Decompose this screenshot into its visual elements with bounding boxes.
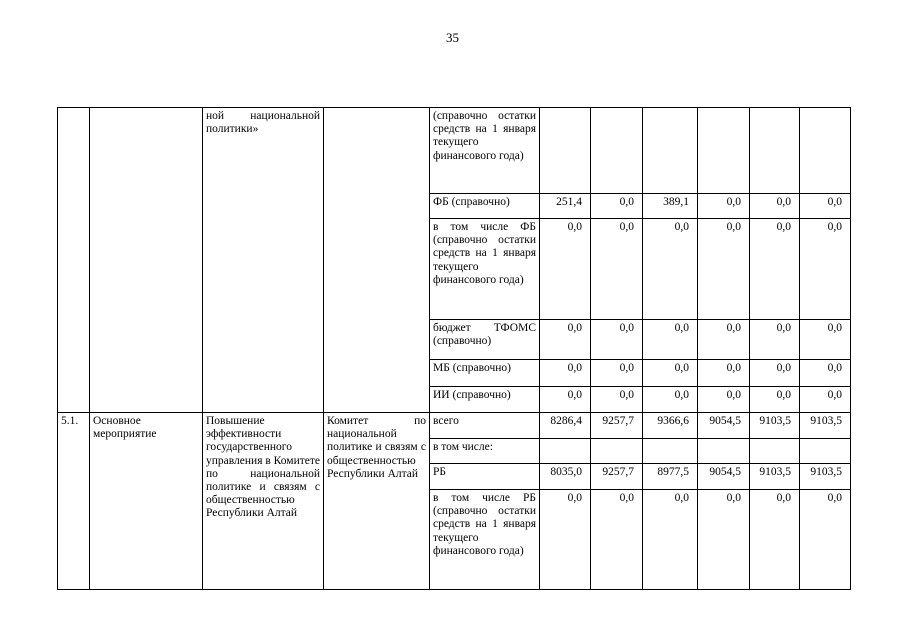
value-cell: 0,0 bbox=[643, 219, 698, 320]
funding-source-cell: ИИ (справочно) bbox=[430, 387, 540, 413]
value-cell: 0,0 bbox=[591, 387, 643, 413]
value-cell: 251,4 bbox=[540, 194, 591, 219]
value-cell: 9257,7 bbox=[591, 464, 643, 490]
value-cell: 0,0 bbox=[800, 194, 851, 219]
row-type-cell: Основное мероприятие bbox=[90, 413, 203, 590]
value-cell: 0,0 bbox=[750, 360, 800, 387]
value-cell bbox=[540, 439, 591, 464]
activity-name-cell: ной национальной политики» bbox=[203, 108, 324, 413]
funding-source-cell: бюджет ТФОМС (справочно) bbox=[430, 320, 540, 360]
value-cell: 0,0 bbox=[591, 194, 643, 219]
value-cell bbox=[698, 439, 750, 464]
value-cell: 0,0 bbox=[800, 360, 851, 387]
value-cell: 0,0 bbox=[800, 490, 851, 590]
value-cell bbox=[540, 108, 591, 194]
value-cell bbox=[591, 439, 643, 464]
value-cell: 9103,5 bbox=[750, 413, 800, 439]
value-cell: 0,0 bbox=[643, 320, 698, 360]
value-cell: 0,0 bbox=[800, 387, 851, 413]
value-cell: 0,0 bbox=[540, 219, 591, 320]
funding-source-cell: всего bbox=[430, 413, 540, 439]
funding-source-cell: ФБ (справочно) bbox=[430, 194, 540, 219]
value-cell bbox=[643, 108, 698, 194]
value-cell: 8035,0 bbox=[540, 464, 591, 490]
value-cell: 0,0 bbox=[540, 360, 591, 387]
value-cell: 0,0 bbox=[540, 490, 591, 590]
value-cell: 0,0 bbox=[698, 320, 750, 360]
value-cell: 0,0 bbox=[698, 490, 750, 590]
value-cell: 0,0 bbox=[750, 490, 800, 590]
value-cell: 0,0 bbox=[800, 219, 851, 320]
value-cell: 0,0 bbox=[750, 194, 800, 219]
value-cell: 9054,5 bbox=[698, 413, 750, 439]
value-cell: 0,0 bbox=[800, 320, 851, 360]
value-cell: 8286,4 bbox=[540, 413, 591, 439]
row-type-cell bbox=[90, 108, 203, 413]
value-cell: 0,0 bbox=[750, 387, 800, 413]
table-row bbox=[58, 108, 851, 194]
value-cell: 0,0 bbox=[750, 320, 800, 360]
value-cell bbox=[591, 108, 643, 194]
value-cell bbox=[800, 439, 851, 464]
funding-source-cell: в том числе ФБ (справочно остатки средств на 1 января текущего финансового года) bbox=[430, 219, 540, 320]
value-cell: 389,1 bbox=[643, 194, 698, 219]
value-cell bbox=[643, 439, 698, 464]
value-cell: 0,0 bbox=[591, 219, 643, 320]
value-cell: 0,0 bbox=[540, 387, 591, 413]
value-cell: 0,0 bbox=[698, 194, 750, 219]
value-cell: 0,0 bbox=[591, 490, 643, 590]
value-cell bbox=[750, 108, 800, 194]
funding-source-cell: МБ (справочно) bbox=[430, 360, 540, 387]
value-cell: 9257,7 bbox=[591, 413, 643, 439]
row-number-cell: 5.1. bbox=[58, 413, 90, 590]
value-cell: 0,0 bbox=[643, 387, 698, 413]
value-cell: 0,0 bbox=[698, 219, 750, 320]
value-cell: 9103,5 bbox=[800, 464, 851, 490]
value-cell bbox=[800, 108, 851, 194]
funding-source-cell: РБ bbox=[430, 464, 540, 490]
budget-table bbox=[57, 107, 851, 590]
executor-cell bbox=[324, 108, 430, 413]
value-cell: 0,0 bbox=[750, 219, 800, 320]
executor-cell: Комитет по национальной политике и связям с общественностью Республики Алтай bbox=[324, 413, 430, 590]
funding-source-cell: в том числе: bbox=[430, 439, 540, 464]
table-row bbox=[58, 413, 851, 439]
funding-source-cell: (справочно остатки средств на 1 января текущего финансового года) bbox=[430, 108, 540, 194]
value-cell: 0,0 bbox=[591, 320, 643, 360]
page-number: 35 bbox=[446, 30, 459, 45]
value-cell: 9103,5 bbox=[800, 413, 851, 439]
value-cell: 8977,5 bbox=[643, 464, 698, 490]
value-cell: 0,0 bbox=[540, 320, 591, 360]
value-cell: 9366,6 bbox=[643, 413, 698, 439]
value-cell: 0,0 bbox=[698, 360, 750, 387]
row-number-cell bbox=[58, 108, 90, 413]
value-cell bbox=[750, 439, 800, 464]
value-cell: 9054,5 bbox=[698, 464, 750, 490]
value-cell: 0,0 bbox=[643, 360, 698, 387]
value-cell: 9103,5 bbox=[750, 464, 800, 490]
value-cell bbox=[698, 108, 750, 194]
value-cell: 0,0 bbox=[698, 387, 750, 413]
funding-source-cell: в том числе РБ (справочно остатки средств на 1 января текущего финансового года) bbox=[430, 490, 540, 590]
activity-name-cell: Повышение эффективности государственного управления в Комитете по национальной политике и связям с общественностью Республики Алтай bbox=[203, 413, 324, 590]
value-cell: 0,0 bbox=[591, 360, 643, 387]
value-cell: 0,0 bbox=[643, 490, 698, 590]
